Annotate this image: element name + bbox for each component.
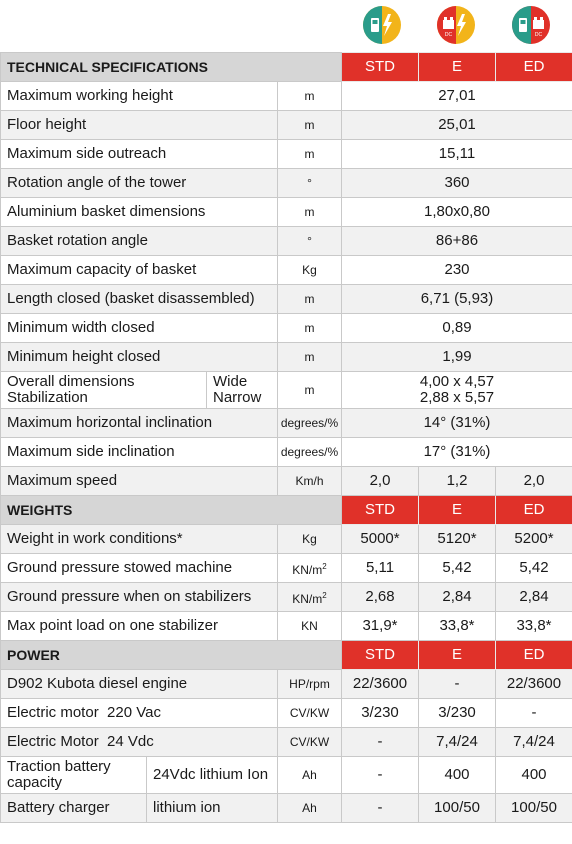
section-header-tech	[1, 53, 572, 82]
spec-row	[1, 82, 572, 111]
value-e: 33,8*	[419, 612, 496, 641]
spec-value: 1,80x0,80	[342, 198, 572, 227]
value-ed: 5,42	[496, 554, 572, 583]
spec-value: 86+86	[342, 227, 572, 256]
spec-unit: m	[278, 343, 342, 372]
value-ed: 2,0	[496, 467, 572, 496]
spec-label: Maximum side outreach	[1, 140, 278, 169]
spec-unit: m	[278, 198, 342, 227]
spec-unit: m	[278, 82, 342, 111]
electric-dc-icon	[436, 5, 476, 45]
battery-row	[1, 757, 572, 794]
spec-unit: m	[278, 111, 342, 140]
diesel-dc-icon	[511, 5, 551, 45]
col-header-e: E	[419, 53, 496, 82]
spec-table	[0, 52, 572, 823]
spec-value: 27,01	[342, 82, 572, 111]
spec-value: 17° (31%)	[342, 438, 572, 467]
spec-unit: CV/KW	[278, 728, 342, 757]
label-line: capacity	[7, 774, 63, 791]
value-e: 1,2	[419, 467, 496, 496]
spec-row	[1, 256, 572, 285]
spec-row	[1, 554, 572, 583]
spec-unit: HP/rpm	[278, 670, 342, 699]
section-header-weights	[1, 496, 572, 525]
value-e: 100/50	[419, 794, 496, 823]
value-ed: 5200*	[496, 525, 572, 554]
value-std: -	[342, 757, 419, 794]
dc-caption: DC	[534, 32, 543, 38]
spec-label: Maximum capacity of basket	[1, 256, 278, 285]
value-ed: 100/50	[496, 794, 572, 823]
col-header-std: STD	[342, 53, 419, 82]
sub-line: Wide	[213, 373, 248, 390]
unit-superscript: 2	[322, 590, 327, 600]
spec-row	[1, 699, 572, 728]
value-std: 2,68	[342, 583, 419, 612]
spec-label	[1, 757, 147, 794]
spec-unit: °	[278, 169, 342, 198]
spec-unit: KN	[278, 612, 342, 641]
value-ed: 22/3600	[496, 670, 572, 699]
spec-value: 14° (31%)	[342, 409, 572, 438]
value-line: 4,00 x 4,57	[419, 373, 495, 390]
unit-superscript: 2	[322, 561, 327, 571]
value-std: -	[342, 728, 419, 757]
spec-sublabel	[207, 372, 278, 409]
unit-text: KN/m	[292, 591, 323, 606]
value-e: -	[419, 670, 496, 699]
spec-label: Minimum width closed	[1, 314, 278, 343]
spec-label: Battery charger	[1, 794, 147, 823]
spec-unit: CV/KW	[278, 699, 342, 728]
spec-row	[1, 314, 572, 343]
spec-row	[1, 728, 572, 757]
section-title: TECHNICAL SPECIFICATIONS	[1, 53, 342, 82]
label-line: Traction battery	[7, 758, 111, 775]
spec-row	[1, 111, 572, 140]
spec-unit: °	[278, 227, 342, 256]
value-e: 7,4/24	[419, 728, 496, 757]
spec-value: 15,11	[342, 140, 572, 169]
spec-unit: Ah	[278, 757, 342, 794]
spec-row	[1, 670, 572, 699]
spec-value: 0,89	[342, 314, 572, 343]
spec-label: Rotation angle of the tower	[1, 169, 278, 198]
label-line: Overall dimensions	[7, 373, 135, 390]
value-e: 5120*	[419, 525, 496, 554]
spec-label: D902 Kubota diesel engine	[1, 670, 278, 699]
sub-line: Narrow	[213, 389, 262, 406]
spec-unit: Kg	[278, 525, 342, 554]
value-e: 3/230	[419, 699, 496, 728]
spec-label: Floor height	[1, 111, 278, 140]
spec-label: Minimum height closed	[1, 343, 278, 372]
value-e: 2,84	[419, 583, 496, 612]
spec-row	[1, 467, 572, 496]
spec-value: 1,99	[342, 343, 572, 372]
spec-unit: m	[278, 372, 342, 409]
value-std: 3/230	[342, 699, 419, 728]
col-header-ed: ED	[496, 496, 572, 525]
col-header-std: STD	[342, 496, 419, 525]
spec-row	[1, 525, 572, 554]
spec-value: 360	[342, 169, 572, 198]
col-header-std: STD	[342, 641, 419, 670]
stabilization-row	[1, 372, 572, 409]
spec-unit: m	[278, 314, 342, 343]
section-title: POWER	[1, 641, 342, 670]
spec-value: 230	[342, 256, 572, 285]
spec-label: Ground pressure when on stabilizers	[1, 583, 278, 612]
spec-row	[1, 227, 572, 256]
spec-row	[1, 169, 572, 198]
spec-value: 25,01	[342, 111, 572, 140]
spec-unit	[278, 554, 342, 583]
value-std: 2,0	[342, 467, 419, 496]
spec-unit: degrees/%	[278, 438, 342, 467]
value-std: 5,11	[342, 554, 419, 583]
dc-caption: DC	[444, 32, 453, 38]
spec-label: Length closed (basket disassembled)	[1, 285, 278, 314]
value-e: 400	[419, 757, 496, 794]
spec-label: Electric motor 220 Vac	[1, 699, 278, 728]
spec-row	[1, 285, 572, 314]
section-header-power	[1, 641, 572, 670]
spec-row	[1, 343, 572, 372]
col-header-ed: ED	[496, 641, 572, 670]
spec-row	[1, 198, 572, 227]
spec-sublabel: lithium ion	[147, 794, 278, 823]
spec-label: Max point load on one stabilizer	[1, 612, 278, 641]
col-header-e: E	[419, 641, 496, 670]
charger-row	[1, 794, 572, 823]
value-e: 5,42	[419, 554, 496, 583]
spec-label: Electric Motor 24 Vdc	[1, 728, 278, 757]
spec-label: Basket rotation angle	[1, 227, 278, 256]
value-std: 31,9*	[342, 612, 419, 641]
spec-row	[1, 438, 572, 467]
value-ed: 7,4/24	[496, 728, 572, 757]
col-header-ed: ED	[496, 53, 572, 82]
value-std: 5000*	[342, 525, 419, 554]
spec-row	[1, 140, 572, 169]
spec-unit: Kg	[278, 256, 342, 285]
spec-value: 6,71 (5,93)	[342, 285, 572, 314]
value-line: 2,88 x 5,57	[419, 389, 495, 406]
value-ed: 400	[496, 757, 572, 794]
spec-label: Maximum side inclination	[1, 438, 278, 467]
value-ed: -	[496, 699, 572, 728]
spec-unit: m	[278, 285, 342, 314]
value-std: -	[342, 794, 419, 823]
spec-label: Maximum horizontal inclination	[1, 409, 278, 438]
spec-label: Weight in work conditions*	[1, 525, 278, 554]
spec-row	[1, 583, 572, 612]
label-line: Stabilization	[7, 389, 88, 406]
spec-unit: m	[278, 140, 342, 169]
spec-row	[1, 612, 572, 641]
spec-label: Maximum speed	[1, 467, 278, 496]
spec-unit: Km/h	[278, 467, 342, 496]
unit-text: KN/m	[292, 562, 323, 577]
spec-unit: degrees/%	[278, 409, 342, 438]
value-ed: 33,8*	[496, 612, 572, 641]
col-header-e: E	[419, 496, 496, 525]
spec-label	[1, 372, 207, 409]
model-icons-bar	[0, 0, 572, 52]
value-std: 22/3600	[342, 670, 419, 699]
diesel-electric-icon	[362, 5, 402, 45]
spec-value	[342, 372, 572, 409]
spec-label: Aluminium basket dimensions	[1, 198, 278, 227]
value-ed: 2,84	[496, 583, 572, 612]
spec-unit: Ah	[278, 794, 342, 823]
spec-label: Maximum working height	[1, 82, 278, 111]
section-title: WEIGHTS	[1, 496, 342, 525]
spec-row	[1, 409, 572, 438]
spec-unit	[278, 583, 342, 612]
spec-label: Ground pressure stowed machine	[1, 554, 278, 583]
spec-sublabel: 24Vdc lithium Ion	[147, 757, 278, 794]
